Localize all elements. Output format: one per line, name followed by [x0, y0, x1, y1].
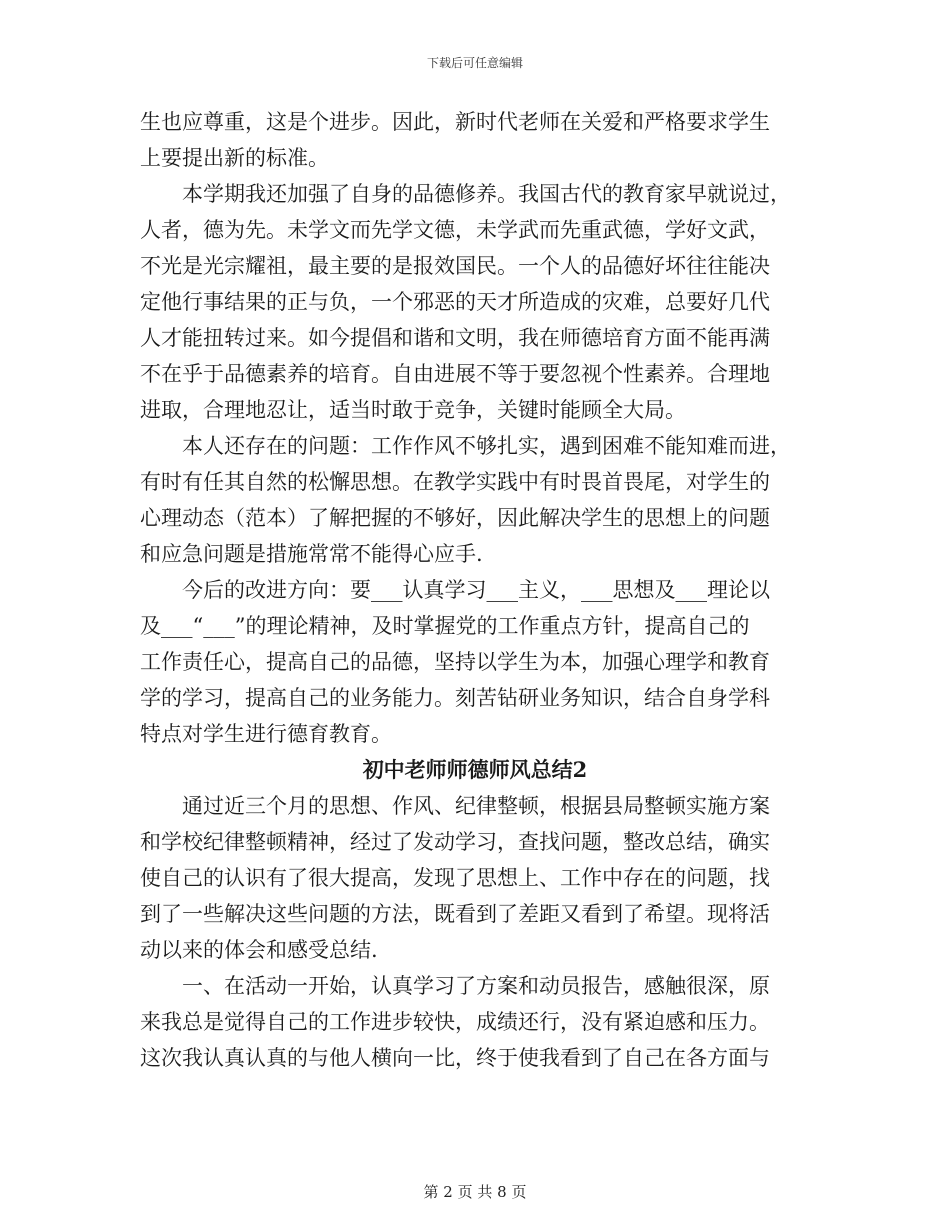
text-line: 有时有任其自然的松懈思想。在教学实践中有时畏首畏尾，对学生的 [140, 470, 770, 494]
text-line: 生也应尊重，这是个进步。因此，新时代老师在关爱和严格要求学生 [140, 110, 770, 134]
text-line: 一、在活动一开始，认真学习了方案和动员报告，感触很深，原 [182, 974, 770, 998]
text-line: 学的学习，提高自己的业务能力。刻苦钻研业务知识，结合自身学科 [140, 686, 770, 710]
text-line: 不在乎于品德素养的培育。自由进展不等于要忽视个性素养。合理地 [140, 362, 770, 386]
text-line: 人者，德为先。未学文而先学文德，未学武而先重武德，学好文武， [140, 218, 770, 242]
text-line: 不光是光宗耀祖，最主要的是报效国民。一个人的品德好坏往往能决 [140, 254, 770, 278]
text-line: 定他行事结果的正与负，一个邪恶的天才所造成的灾难，总要好几代 [140, 290, 770, 314]
text-line: 通过近三个月的思想、作风、纪律整顿，根据县局整顿实施方案 [182, 794, 770, 818]
document-body [140, 104, 810, 1076]
text-line: 本学期我还加强了自身的品德修养。我国古代的教育家早就说过， [182, 182, 791, 206]
text-line: 本人还存在的问题：工作作风不够扎实，遇到困难不能知难而进， [182, 434, 791, 458]
text-line: 特点对学生进行德育教育。 [140, 722, 392, 746]
text-line: 和应急问题是措施常常不能得心应手. [140, 542, 483, 566]
text-line: 使自己的认识有了很大提高，发现了思想上、工作中存在的问题，找 [140, 866, 770, 890]
text-line: 今后的改进方向：要___认真学习___主义，___思想及___理论以 [182, 578, 770, 602]
text-line: 人才能扭转过来。如今提倡和谐和文明，我在师德培育方面不能再满 [140, 326, 770, 350]
page-header: 下载后可任意编辑 [426, 56, 523, 70]
text-line: 和学校纪律整顿精神，经过了发动学习，查找问题，整改总结，确实 [140, 830, 770, 854]
text-line: 到了一些解决这些问题的方法，既看到了差距又看到了希望。现将活 [140, 902, 770, 926]
text-line: 进取，合理地忍让，适当时敢于竞争，关键时能顾全大局。 [140, 398, 686, 422]
page-footer: 第 2 页 共 8 页 [423, 1183, 527, 1201]
text-line: 心理动态（范本）了解把握的不够好，因此解决学生的思想上的问题 [140, 506, 770, 530]
text-line: 这次我认真认真的与他人横向一比，终于使我看到了自己在各方面与 [140, 1046, 770, 1070]
text-line: 上要提出新的标准。 [140, 146, 329, 170]
text-line: 及___“___”的理论精神，及时掌握党的工作重点方针，提高自己的 [140, 614, 750, 638]
section-heading: 初中老师师德师风总结2 [362, 757, 588, 782]
text-line: 来我总是觉得自己的工作进步较快，成绩还行，没有紧迫感和压力。 [140, 1010, 770, 1034]
text-line: 工作责任心，提高自己的品德，坚持以学生为本，加强心理学和教育 [140, 650, 770, 674]
text-line: 动以来的体会和感受总结. [140, 938, 378, 962]
